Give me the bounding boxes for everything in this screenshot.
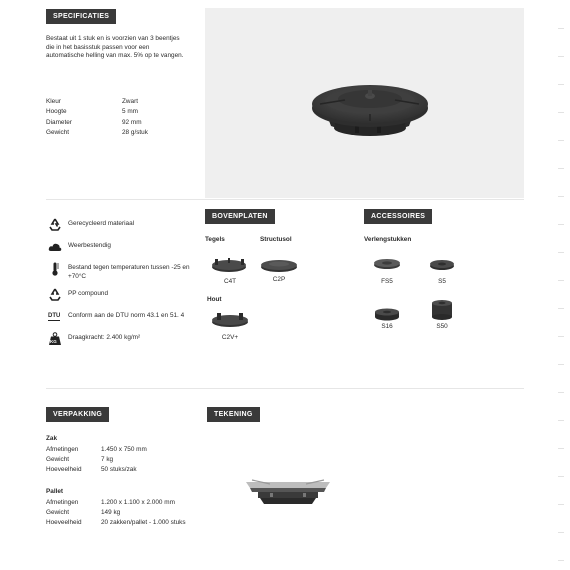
technical-drawing [240, 474, 336, 510]
product-code: C2P [272, 276, 286, 283]
feature-text: Conform aan de DTU norm 43.1 en 51. 4 [68, 312, 185, 319]
pallet-row [46, 499, 226, 509]
feature-text: PP compound [68, 290, 109, 297]
divider [46, 199, 524, 200]
product-s50 [417, 298, 467, 330]
feature-text: Weerbestendig [68, 242, 111, 249]
weight-icon-label: KG [50, 339, 57, 344]
fs5-image [362, 256, 412, 272]
product-code: S50 [436, 323, 448, 330]
spec-label: Kleur [46, 98, 61, 105]
divider [46, 388, 524, 389]
zak-row [46, 446, 226, 456]
spec-value: 92 mm [122, 119, 142, 126]
spec-value: 28 g/stuk [122, 129, 148, 136]
pack-label: Hoeveelheid [46, 519, 82, 526]
thermometer-icon [48, 262, 62, 276]
specificaties-tag: SPECIFICATIES [46, 9, 116, 24]
dtu-icon: DTU [48, 313, 61, 319]
c2v-image [205, 310, 255, 330]
feature-weather [46, 240, 206, 262]
group-verlengstukken: Verlengstukken [364, 236, 412, 243]
zak-row [46, 466, 226, 476]
product-code: C4T [223, 278, 237, 285]
bovenplaten-tag: BOVENPLATEN [205, 209, 275, 224]
product-code: FS5 [381, 278, 393, 285]
spec-row-gewicht [46, 129, 196, 139]
pedestal-image [205, 8, 524, 198]
spec-label: Gewicht [46, 129, 70, 136]
verpakking-tag: VERPAKKING [46, 407, 109, 422]
page-edge-ticks [558, 0, 564, 570]
specificaties-intro: Bestaat uit 1 stuk en is voorzien van 3 beentjes die in het basisstuk passen voor een automatische helling van max. 5% op te vangen. [46, 35, 184, 60]
s50-image [417, 298, 467, 322]
feature-load [46, 332, 206, 354]
product-code: S5 [438, 278, 446, 285]
spec-label: Diameter [46, 119, 72, 126]
zak-title: Zak [46, 435, 58, 442]
spec-label: Hoogte [46, 108, 67, 115]
feature-text: Draagkracht: 2.400 kg/m² [68, 334, 141, 341]
pack-label: Gewicht [46, 509, 70, 516]
tekening-tag: TEKENING [207, 407, 260, 422]
recycle-pp-icon [48, 288, 62, 302]
pack-label: Hoeveelheid [46, 466, 82, 473]
pack-value: 50 stuks/zak [101, 466, 137, 473]
pack-label: Afmetingen [46, 446, 79, 453]
spec-value: Zwart [122, 98, 138, 105]
product-code: C2V+ [221, 334, 239, 341]
product-s16 [362, 305, 412, 330]
pack-value: 20 zakken/pallet - 1.000 stuks [101, 519, 186, 526]
feature-dtu [46, 310, 206, 332]
drawing-image [240, 474, 336, 510]
s5-image [417, 256, 467, 272]
pallet-row [46, 509, 226, 519]
product-s5 [417, 256, 467, 285]
group-hout: Hout [207, 296, 222, 303]
pack-label: Afmetingen [46, 499, 79, 506]
spec-value: 5 mm [122, 108, 138, 115]
product-photo [205, 8, 524, 198]
pack-value: 1.200 x 1.100 x 2.000 mm [101, 499, 175, 506]
product-c4t [205, 256, 255, 285]
spec-row-hoogte [46, 108, 196, 118]
pallet-row [46, 519, 226, 529]
feature-pp [46, 288, 206, 310]
group-tegels: Tegels [205, 236, 225, 243]
accessoires-tag: ACCESSOIRES [364, 209, 432, 224]
product-c2p [254, 256, 304, 283]
cloud-icon [48, 240, 62, 254]
zak-row [46, 456, 226, 466]
spec-row-kleur [46, 98, 196, 108]
c2p-image [254, 256, 304, 276]
feature-recycled [46, 218, 206, 240]
product-code: S16 [381, 323, 393, 330]
recycle-icon [48, 218, 62, 232]
pallet-title: Pallet [46, 488, 64, 495]
feature-temperature [46, 262, 206, 284]
group-structusol: Structusol [260, 236, 292, 243]
s16-image [362, 305, 412, 321]
product-c2v [205, 310, 255, 341]
spec-row-diameter [46, 119, 196, 129]
feature-text: Gerecycleerd materiaal [68, 220, 135, 227]
feature-text: Bestand tegen temperaturen tussen -25 en +70°C [68, 264, 190, 280]
pack-value: 7 kg [101, 456, 114, 463]
pack-value: 149 kg [101, 509, 121, 516]
pack-value: 1.450 x 750 mm [101, 446, 147, 453]
c4t-image [205, 256, 255, 276]
pack-label: Gewicht [46, 456, 70, 463]
product-fs5 [362, 256, 412, 285]
